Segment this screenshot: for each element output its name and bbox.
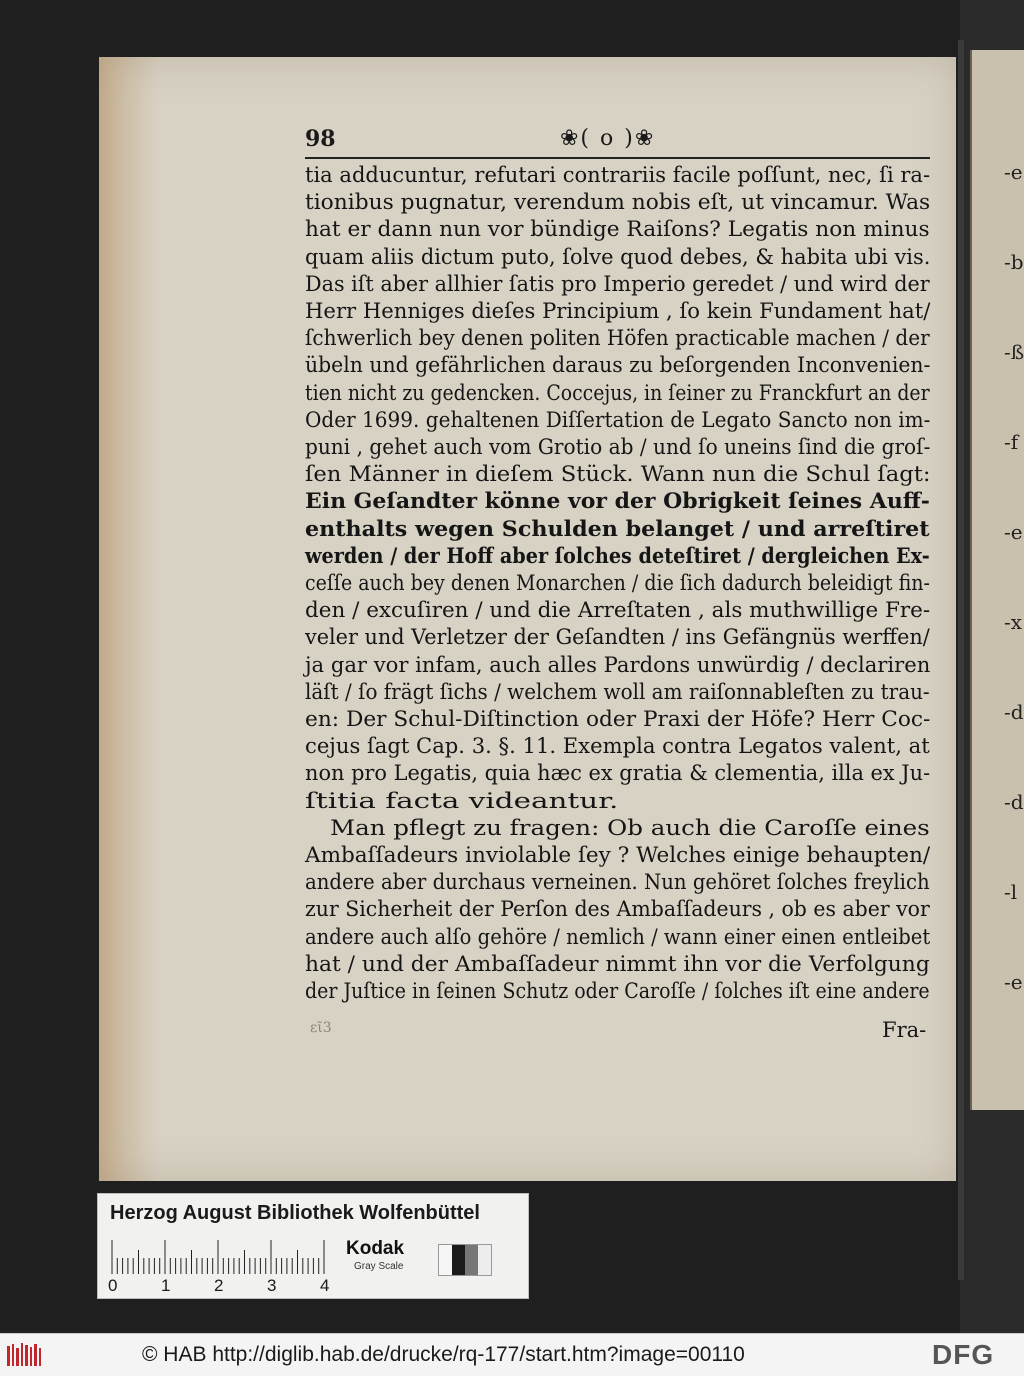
next-page-glyph: -x: [1004, 610, 1023, 634]
text-line: Herr Henniges dieſes Principium , ſo kein Fundament hat/: [305, 299, 931, 323]
text-line: den / excuſiren / und die Arreſtaten , als muthwillige Fre-: [305, 598, 931, 623]
text-line: der Juſtice in ſeinen Schutz oder Caroſſe / ſolches iſt eine andere: [305, 979, 930, 1003]
gray-patch: [452, 1245, 465, 1275]
text-line: ſtitia facta videantur.: [305, 788, 619, 813]
scale-number: 3: [267, 1276, 277, 1295]
text-line: tionibus pugnatur, verendum nobis eſt, ut vincamur. Was: [305, 190, 931, 215]
text-line: non pro Legatis, quia hæc ex gratia & clementia, illa ex Ju-: [305, 761, 931, 786]
text-line: tia adducuntur, refutari contrariis facile poſſunt, nec, ſi ra-: [305, 163, 931, 187]
text-line: quam aliis dictum puto, ſolve quod debes, & habita ubi vis.: [305, 244, 931, 269]
scale-number: 1: [161, 1276, 171, 1295]
next-page-strip: [970, 50, 1024, 1110]
header-rule: [305, 157, 930, 159]
text-line: puni , gehet auch vom Grotio ab / und ſo uneins ſind die groſ-: [305, 435, 931, 459]
text-line: ſen Männer in dieſem Stück. Wann nun die Schul ſagt:: [305, 462, 931, 487]
text-line: Ein Geſandter könne vor der Obrigkeit ſeines Auff-: [305, 488, 930, 514]
dfg-logo: DFG: [932, 1339, 995, 1370]
next-page-glyph: -l: [1004, 880, 1018, 904]
scale-number: 0: [108, 1276, 118, 1295]
scale-number: 2: [214, 1276, 224, 1295]
next-page-glyph: -ß: [1004, 340, 1024, 364]
gray-patch: [439, 1245, 452, 1275]
text-line: ceſſe auch bey denen Monarchen / die ſich dadurch beleidigt fin-: [305, 571, 930, 595]
text-line: Das iſt aber allhier ſatis pro Imperio geredet / und wird der: [305, 271, 930, 296]
gray-scale-label: Gray Scale: [354, 1261, 404, 1272]
copyright-link[interactable]: © HAB http://diglib.hab.de/drucke/rq-177/start.htm?image=00110: [142, 1343, 745, 1366]
header-ornament: ❀( o )❀: [560, 126, 656, 151]
next-page-glyph: -b: [1004, 250, 1024, 274]
catchword: Fra-: [882, 1018, 927, 1042]
hab-logo-icon: [6, 1342, 46, 1368]
gray-patch: [478, 1245, 491, 1275]
next-page-glyph: -d: [1004, 700, 1024, 724]
text-line: andere auch alſo gehöre / nemlich / wann einer einen entleibet: [305, 924, 931, 949]
text-line: hat er dann nun vor bündige Raiſons? Legatis non minus: [305, 217, 930, 242]
gray-patches: [438, 1244, 492, 1276]
next-page-glyph: -e: [1004, 520, 1023, 544]
text-line: läſt / ſo frägt ſichs / welchem woll am raiſonnableſten zu trau-: [305, 679, 930, 704]
kodak-logo: Kodak: [346, 1238, 405, 1259]
text-line: Ambaſſadeurs inviolable ſey ? Welches einige behaupten/: [305, 843, 931, 867]
footer-bar: [0, 1333, 1024, 1376]
scale-ruler: [110, 1238, 330, 1274]
color-target-card: [97, 1193, 529, 1299]
text-line: Man pflegt zu fragen: Ob auch die Caroſſe eines: [330, 815, 930, 840]
library-name: Herzog August Bibliothek Wolfenbüttel: [110, 1202, 480, 1224]
next-page-glyph: -f: [1004, 430, 1019, 454]
text-line: cejus ſagt Cap. 3. §. 11. Exempla contra Legatos valent, at: [305, 734, 930, 759]
text-line: ja gar vor infam, auch alles Pardons unwürdig / declariren: [305, 652, 931, 677]
next-page-glyph: -d: [1004, 790, 1024, 814]
text-line: andere aber durchaus verneinen. Nun gehöret ſolches freylich: [305, 870, 930, 895]
text-line: enthalts wegen Schulden belanget / und arreſtiret: [305, 515, 930, 541]
scale-number: 4: [320, 1276, 330, 1295]
text-line: ſchwerlich bey denen politen Höfen practicable machen / der: [305, 326, 930, 351]
gray-patch: [465, 1245, 478, 1275]
left-margin-shadow: [0, 0, 98, 1333]
next-page-glyph: -e: [1004, 970, 1023, 994]
text-line: werden / der Hoff aber ſolches deteſtiret / dergleichen Ex-: [305, 542, 930, 568]
text-line: en: Der Schul-Diſtinction oder Praxi der Höfe? Herr Coc-: [305, 707, 931, 731]
binding-edge: [958, 40, 964, 1280]
next-page-glyph: -e: [1004, 160, 1023, 184]
text-line: hat / und der Ambaſſadeur nimmt ihn vor die Verfolgung: [305, 951, 930, 976]
page-number: 98: [305, 126, 336, 152]
text-line: Oder 1699. gehaltenen Diſſertation de Legato Sancto non im-: [305, 407, 931, 432]
ink-smudge: εῖ3: [310, 1020, 332, 1036]
text-line: tien nicht zu gedencken. Coccejus, in ſeiner zu Franckfurt an der: [305, 380, 930, 405]
text-line: übeln und gefährlichen daraus zu beſorgenden Inconvenien-: [305, 353, 931, 378]
text-line: veler und Verletzer der Geſandten / ins Gefängnüs werffen/: [305, 625, 930, 650]
text-line: zur Sicherheit der Perſon des Ambaſſadeurs , ob es aber vor: [305, 897, 930, 922]
